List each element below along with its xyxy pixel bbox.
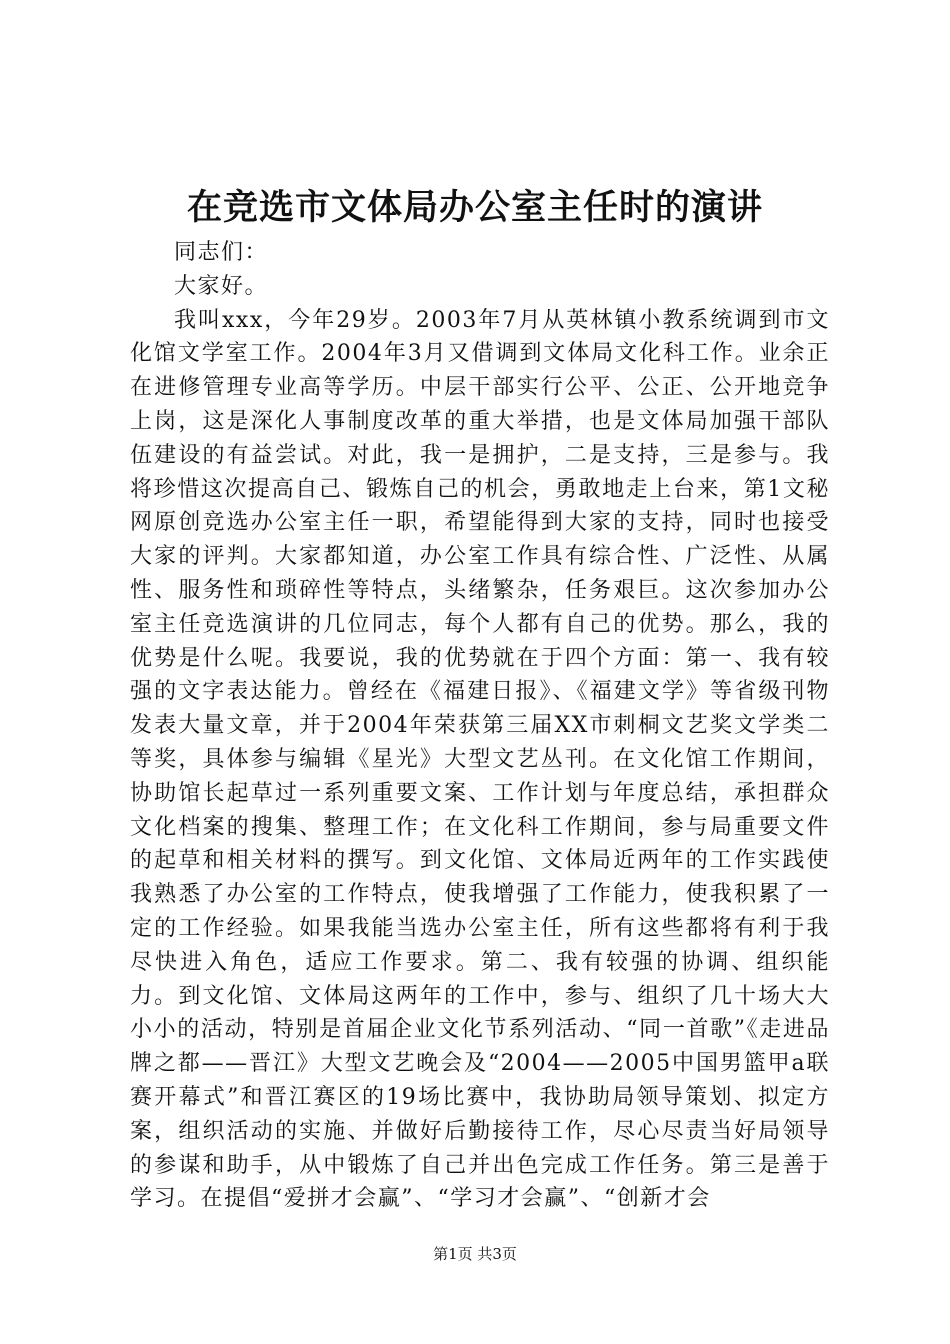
document-body — [130, 236, 830, 1216]
document-title: 在竞选市文体局办公室主任时的演讲 — [186, 187, 763, 228]
body-paragraph: 我叫xxx，今年29岁。2003年7月从英林镇小教系统调到市文化馆文学室工作。2004年3月又借调到文体局文化科工作。业余正在进修管理专业高等学历。中层干部实行公平、公正、公开地竞争上岗，这是深化人事制度改革的重大举措，也是文体局加强干部队伍建设的有益尝试。对此，我一是拥护，二是支持，三是参与。我将珍惜这次提高自己、锻炼自己的机会，勇敢地走上台来，第1文秘网原创竞选办公室主任一职，希望能得到大家的支持，同时也接受大家的评判。大家都知道，办公室工作具有综合性、广泛性、从属性、服务性和琐碎性等特点，头绪繁杂，任务艰巨。这次参加办公室主任竞选演讲的几位同志，每个人都有自己的优势。那么，我的优势是什么呢。我要说，我的优势就在于四个方面：第一、我有较强的文字表达能力。曾经在《福建日报》、《福建文学》等省级刊物发表大量文章，并于2004年荣获第三届XX市刺桐文艺奖文学类二等奖，具体参与编辑《星光》大型文艺丛刊。在文化馆工作期间，协助馆长起草过一系列重要文案、工作计划与年度总结，承担群众文化档案的搜集、整理工作；在文化科工作期间，参与局重要文件的起草和相关材料的撰写。到文化馆、文体局近两年的工作实践使我熟悉了办公室的工作特点，使我增强了工作能力，使我积累了一定的工作经验。如果我能当选办公室主任，所有这些都将有利于我尽快进入角色，适应工作要求。第二、我有较强的协调、组织能力。到文化馆、文体局这两年的工作中，参与、组织了几十场大大小小的活动，特别是首届企业文化节系列活动、“同一首歌”《走进品牌之都——晋江》大型文艺晚会及“2004——2005中国男篮甲a联赛开幕式”和晋江赛区的19场比赛中，我协助局领导策划、拟定方案，组织活动的实施、并做好后勤接待工作，尽心尽责当好局领导的参谋和助手，从中锻炼了自己并出色完成工作任务。第三是善于学习。在提倡“爱拼才会赢”、“学习才会赢”、“创新才会 — [130, 307, 830, 1212]
page-footer: 第1页 共3页 — [433, 1245, 517, 1263]
greeting: 大家好。 — [174, 273, 269, 299]
salutation: 同志们： — [174, 240, 269, 265]
